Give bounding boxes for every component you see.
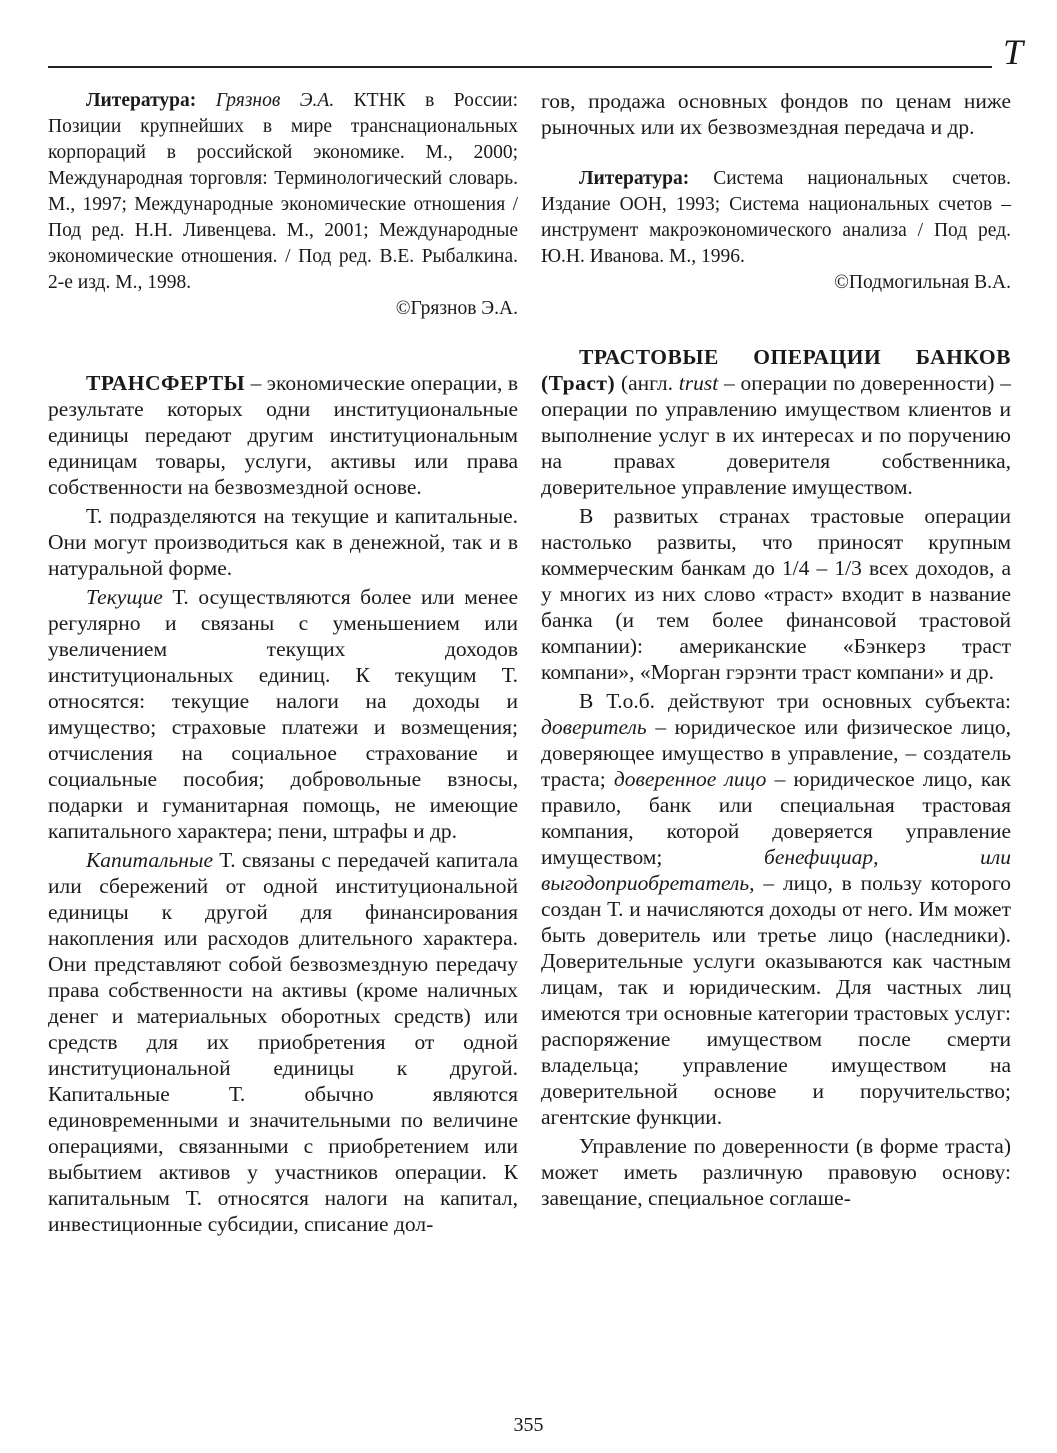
paragraph-text: – юридическое или физическое лицо, доверяющее имущество в управление, – создатель траста;	[541, 715, 1011, 791]
paragraph: В развитых странах трастовые операции настолько развиты, что приносят крупным коммерческим банкам до 1/4 – 1/3 всех доходов, а у многих из них слово «траст» входит в название банка (и тем более финансовой трастовой компании): американские «Бэнкерз траст компани», «Морган гэрэнти траст компани» и др.	[541, 504, 1011, 684]
entry-definition: (англ.	[615, 371, 679, 395]
emphasis: доверитель	[541, 715, 647, 739]
emphasis: Капитальные	[86, 848, 213, 872]
left-literature	[48, 88, 518, 296]
emphasis: бенефициар, или выгодоприобретатель,	[541, 845, 1011, 895]
entry-term: ТРАСТОВЫЕ ОПЕРАЦИИ БАНКОВ (Траст)	[541, 345, 1011, 395]
literature-label: Литература:	[86, 90, 197, 111]
header-rule	[48, 66, 992, 68]
entry-definition: – экономические операции, в результате которых одни институциональные единицы передают другим институциональным единицам товары, услуги, активы или права собственности на безвозмездной основе.	[48, 371, 518, 499]
paragraph	[48, 847, 518, 1237]
right-copyright: ©Подмогильная В.А.	[834, 272, 1011, 293]
left-copyright: ©Грязнов Э.А.	[395, 298, 518, 319]
right-literature	[541, 166, 1011, 270]
paragraph: Т. подразделяются на текущие и капитальные. Они могут производиться как в денежной, так и в натуральной форме.	[48, 504, 518, 580]
page-number: 355	[513, 1414, 544, 1436]
paragraph-text: – лицо, в пользу которого создан Т. и начисляются доходы от него. Им может быть доверитель или третье лицо (наследники). Доверительные услуги оказываются как частным лицам, так и юридическим. Для частных лиц имеются три основные категории трастовых услуг: распоряжение имуществом после смерти владельца; управление имуществом на доверительной основе и поручительство; агентские функции.	[541, 871, 1011, 1129]
left-column	[48, 88, 518, 1237]
paragraph	[541, 688, 1011, 1130]
literature-author: Грязнов Э.А.	[215, 90, 335, 111]
paragraph-text: Т. осуществляются более или менее регулярно и связаны с уменьшением или увеличением текущих доходов институциональных единиц. К текущим Т. относятся: текущие налоги на доходы и имущество; страховые платежи и возмещения; отчисления на социальное страхование и социальные пособия; добровольные взносы, подарки и гуманитарная помощь, не имеющие капитального характера; пени, штрафы и др.	[48, 585, 518, 843]
emphasis: доверенное лицо	[613, 767, 767, 791]
section-letter: Т	[1002, 32, 1023, 72]
emphasis: trust	[678, 371, 719, 395]
entry-term: ТРАНСФЕРТЫ	[86, 371, 246, 395]
literature-text: Система национальных счетов. Издание ООН, 1993; Система национальных счетов – инструмент макроэкономического анализа / Под ред. Ю.Н. Иванова. М., 1996.	[541, 168, 1011, 267]
literature-label: Литература:	[579, 168, 690, 189]
paragraph-text: В Т.о.б. действуют три основных субъекта:	[579, 689, 1011, 713]
paragraph-text: – юридическое лицо, как правило, банк или специальная трастовая компания, которой доверяется управление имуществом;	[541, 767, 1012, 869]
literature-text: КТНК в России: Позиции крупнейших в мире транснациональных корпораций в российской экономике. М., 2000; Международная торговля: Терминологический словарь. М., 1997; Международные экономические отношения / Под ред. Н.Н. Ливенцева. М., 2001; Международные экономические отношения. / Под ред. В.Е. Рыбалкина. 2-е изд. М., 1998.	[48, 90, 518, 293]
right-column	[541, 88, 1011, 1211]
paragraph-text: Т. связаны с передачей капитала или сбережений от одной институциональной единицы к другой для финансирования накопления или расходов длительного характера. Они представляют собой безвозмездную передачу права собственности на активы (кроме наличных денег и материальных оборотных средств) или средств для их приобретения от одной институциональной единицы к другой. Капитальные Т. обычно являются единовременными и значительными по величине операциями, связанными с приобретением или выбытием активов у участников операции. К капитальным Т. относятся налоги на капитал, инвестиционные субсидии, списание дол-	[48, 848, 518, 1236]
entry-trust-operations	[541, 344, 1011, 500]
emphasis: Текущие	[86, 585, 163, 609]
entry-definition: – операции по доверенности) – операции по управлению имуществом клиентов и выполнение услуг в их интересах и по поручению на правах доверителя собственника, доверительное управление имуществом.	[541, 371, 1011, 499]
paragraph: Управление по доверенности (в форме траста) может иметь различную правовую основу: завещание, специальное соглаше-	[541, 1134, 1011, 1210]
continued-text: гов, продажа основных фондов по ценам ниже рыночных или их безвозмездная передача и др.	[541, 89, 1011, 139]
paragraph	[48, 584, 518, 844]
entry-transfers	[48, 370, 518, 500]
